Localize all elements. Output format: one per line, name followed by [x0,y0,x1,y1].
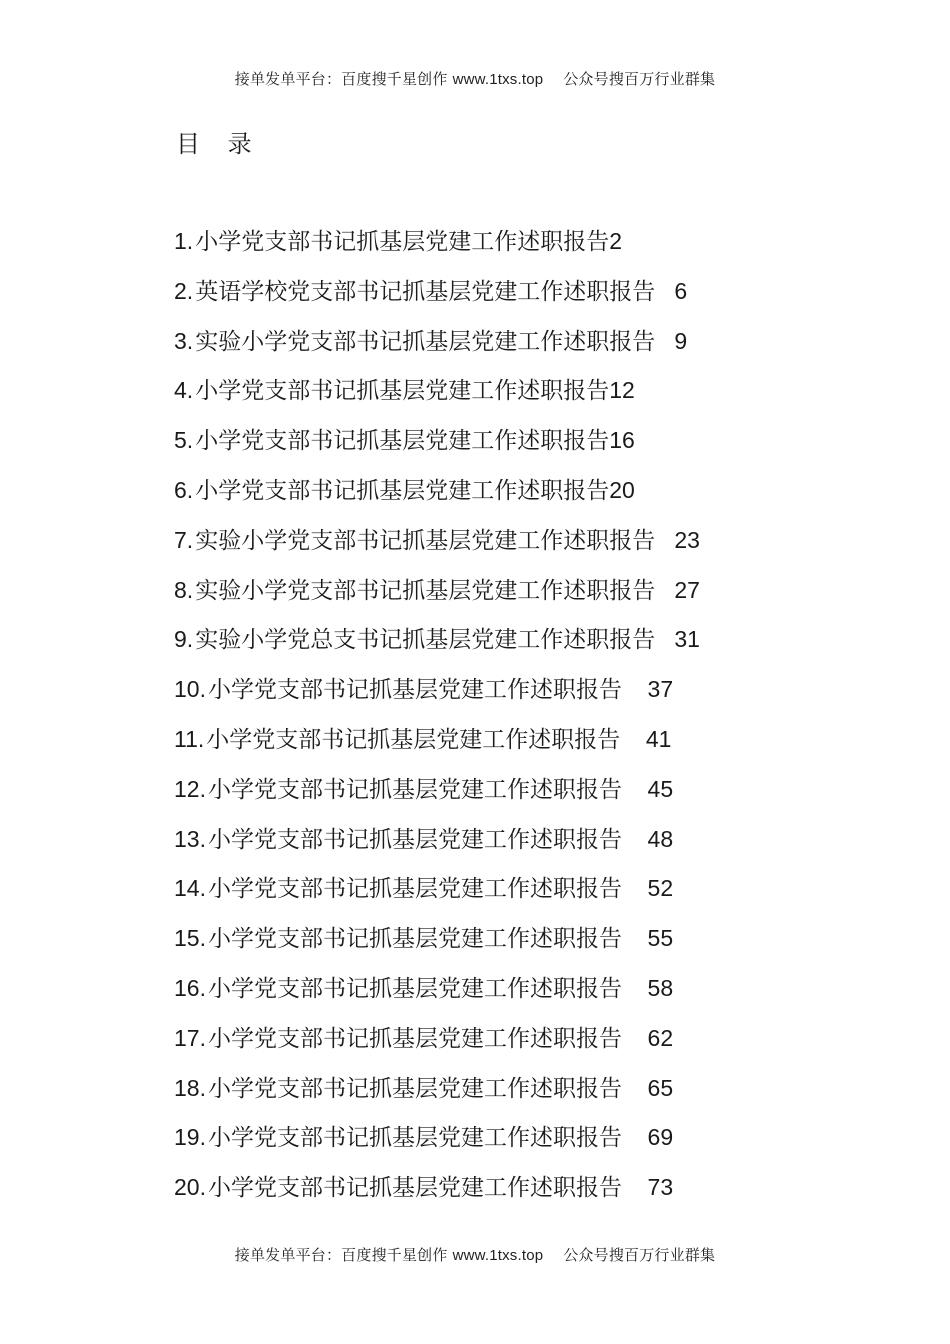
toc-entry-number: 17. [174,1024,206,1051]
toc-entry-page-number: 2 [609,228,622,254]
toc-entry-number: 19. [174,1124,206,1151]
toc-entry[interactable] [174,720,700,770]
toc-entry-title: 小学党支部书记抓基层党建工作述职报告 [207,926,622,953]
toc-entry-title: 小学党支部书记抓基层党建工作述职报告 [207,876,622,903]
toc-entry-number: 10. [174,676,206,703]
toc-entry[interactable] [174,1118,700,1168]
toc-entry-number: 6. [174,476,194,503]
toc-entry-page-number: 27 [655,576,700,603]
toc-entry-number: 2. [174,277,194,304]
toc-entry[interactable] [174,371,700,421]
toc-entry-number: 14. [174,875,206,902]
toc-entry[interactable] [174,571,700,621]
page-footer [0,1244,950,1265]
toc-entry[interactable] [174,620,700,670]
toc-entry-number: 4. [174,377,194,404]
toc-entry[interactable] [174,1019,700,1069]
toc-entry[interactable] [174,1168,700,1218]
toc-entry-page-number: 6 [655,277,688,304]
toc-entry-page-number: 55 [621,925,674,952]
toc-entry-title: 小学党支部书记抓基层党建工作述职报告 [207,677,622,704]
toc-entry-number: 11. [174,725,205,752]
toc-entry-title: 小学党支部书记抓基层党建工作述职报告 [207,1125,622,1152]
footer-account-text: 公众号搜百万行业群集 [543,1246,716,1264]
toc-entry[interactable] [174,869,700,919]
toc-entry-page-number: 73 [621,1174,674,1201]
toc-entry-number: 16. [174,974,206,1001]
toc-entry-title: 小学党支部书记抓基层党建工作述职报告 [207,1075,622,1102]
toc-entry-title: 小学党支部书记抓基层党建工作述职报告 [206,726,621,753]
toc-entry-page-number: 41 [620,725,672,752]
toc-entry-title: 实验小学党总支书记抓基层党建工作述职报告 [195,627,656,654]
toc-entry[interactable] [174,919,700,969]
toc-entry-title: 小学党支部书记抓基层党建工作述职报告 [207,776,622,803]
header-account-text: 公众号搜百万行业群集 [543,70,716,88]
toc-entry-page-number: 62 [621,1024,674,1051]
header-platform-text: 接单发单平台：百度搜千星创作 [234,70,453,88]
toc-entry-page-number: 12 [609,377,635,404]
toc-entry[interactable] [174,1069,700,1119]
toc-entry-title: 小学党支部书记抓基层党建工作述职报告 [195,477,610,504]
toc-entry-page-number: 58 [621,974,674,1001]
toc-entry-title: 实验小学党支部书记抓基层党建工作述职报告 [195,328,656,355]
toc-entry[interactable] [174,421,700,471]
toc-entry-page-number: 23 [655,526,700,553]
toc-entry-number: 15. [174,925,206,952]
toc-entry-number: 12. [174,775,206,802]
toc-entry[interactable] [174,521,700,571]
header-url-link[interactable]: www.1txs.top [452,71,544,88]
toc-entry-page-number: 65 [621,1074,674,1101]
toc-entry-page-number: 20 [609,476,635,503]
toc-entry-title: 小学党支部书记抓基层党建工作述职报告 [207,826,622,853]
toc-entry[interactable] [174,770,700,820]
toc-entry[interactable] [174,222,700,272]
toc-entry-title: 实验小学党支部书记抓基层党建工作述职报告 [195,577,656,604]
toc-entry-page-number: 69 [621,1124,674,1151]
page-header [0,68,950,89]
toc-entry-number: 9. [174,626,194,653]
toc-entry-number: 7. [174,526,194,553]
footer-url-link[interactable]: www.1txs.top [452,1247,544,1264]
toc-entry[interactable] [174,969,700,1019]
toc-entry-title: 小学党支部书记抓基层党建工作述职报告 [195,428,610,455]
toc-entry-page-number: 52 [621,875,674,902]
toc-entry[interactable] [174,471,700,521]
toc-entry-number: 13. [174,825,206,852]
toc-entry-title: 小学党支部书记抓基层党建工作述职报告 [207,1025,622,1052]
toc-entry-title: 小学党支部书记抓基层党建工作述职报告 [207,975,622,1002]
toc-entry-number: 3. [174,327,194,354]
toc-entry[interactable] [174,322,700,372]
toc-entry-number: 5. [174,427,194,454]
toc-entry-page-number: 37 [621,676,674,703]
toc-entry-page-number: 31 [655,626,700,653]
toc-entry-number: 8. [174,576,194,603]
toc-entry[interactable] [174,272,700,322]
toc-title: 目 录 [176,130,262,158]
toc-entry-page-number: 45 [621,775,674,802]
toc-entry-page-number: 48 [621,825,674,852]
toc-entry[interactable] [174,670,700,720]
toc-entry-title: 实验小学党支部书记抓基层党建工作述职报告 [195,527,656,554]
footer-platform-text: 接单发单平台：百度搜千星创作 [234,1246,453,1264]
toc-entry-title: 英语学校党支部书记抓基层党建工作述职报告 [195,278,656,305]
toc-entry-number: 18. [174,1074,206,1101]
toc-entry-number: 1. [174,228,194,254]
toc-entry-title: 小学党支部书记抓基层党建工作述职报告 [195,378,610,405]
toc-entry-page-number: 9 [655,327,688,354]
toc-entry-title: 小学党支部书记抓基层党建工作述职报告 [207,1175,622,1202]
toc-entry-number: 20. [174,1174,206,1201]
toc-entry-title: 小学党支部书记抓基层党建工作述职报告 [195,229,610,255]
table-of-contents [174,222,700,1218]
toc-entry[interactable] [174,820,700,870]
toc-entry-page-number: 16 [609,427,635,454]
